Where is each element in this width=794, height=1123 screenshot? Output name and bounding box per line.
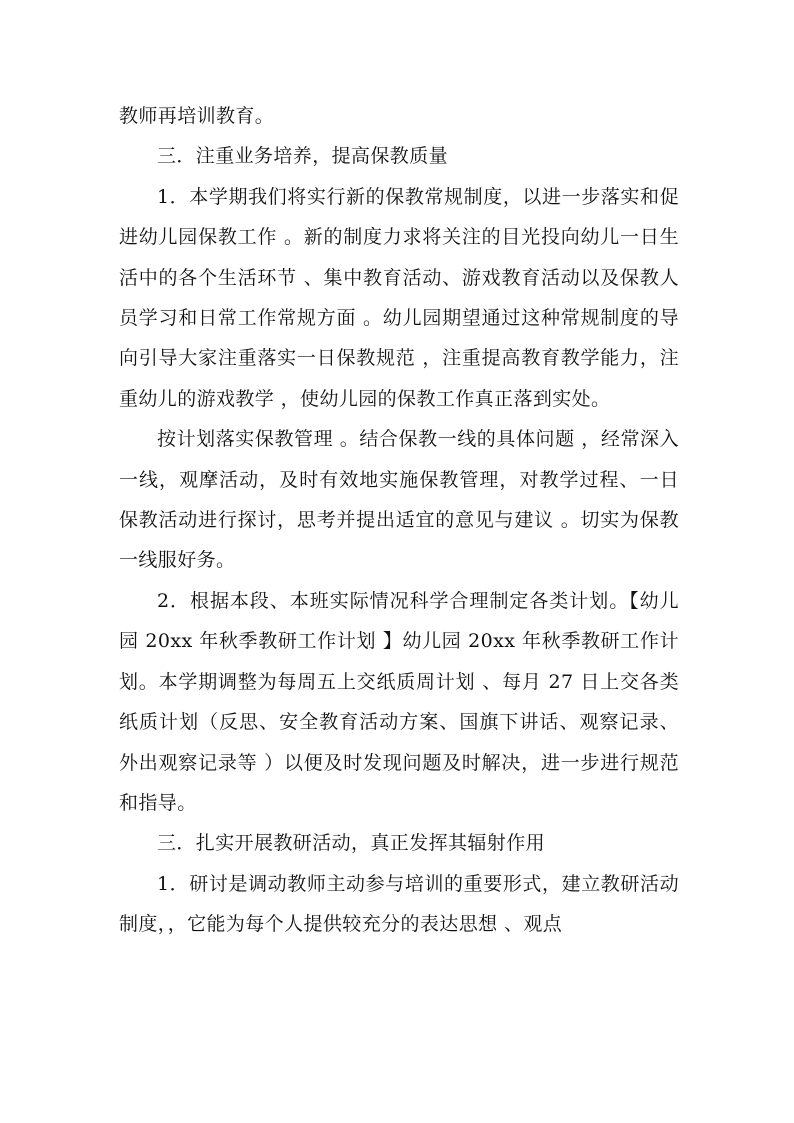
paragraph-continuation: 教师再培训教育。 [119, 105, 275, 127]
section-heading-business-training: 三．注重业务培养，提高保教质量 [157, 145, 449, 168]
paragraph-research-discussion: 1．研讨是调动教师主动参与培训的重要形式，建立教研活动制度，，它能为每个人提供较充分的表达思想 、观点 [119, 872, 679, 936]
section-heading-teaching-research: 三．扎实开展教研活动，真正发挥其辐射作用 [157, 832, 546, 855]
paragraph-plans: 2．根据本段、本班实际情况科学合理制定各类计划。【幼儿园 20xx 年秋季教研工作计划 】幼儿园 20xx 年秋季教研工作计划。本学期调整为每周五上交纸质周计划 、每月 27 日上交各类纸质计划（反思、安全教育活动方案、国旗下讲话、观察记录、外出观察记录等 ）以便及时发现问题及时解决，进一步进行规范和指导。 [119, 589, 679, 814]
paragraph-care-management: 按计划落实保教管理 。结合保教一线的具体问题 ，经常深入一线，观摩活动，及时有效地实施保教管理，对教学过程、一日保教活动进行探讨，思考并提出适宜的意见与建议 。切实为保教一线服好务。 [119, 428, 679, 572]
paragraph-new-care-system: 1．本学期我们将实行新的保教常规制度，以进一步落实和促进幼儿园保教工作 。新的制度力求将关注的目光投向幼儿一日生活中的各个生活环节 、集中教育活动、游戏教育活动以及保教人员学习和日常工作常规方面 。幼儿园期望通过这种常规制度的导向引导大家注重落实一日保教规范 ，注重提高教育教学能力，注重幼儿的游戏教学 ，使幼儿园的保教工作真正落到实处。 [119, 185, 679, 410]
document-body [119, 96, 679, 945]
